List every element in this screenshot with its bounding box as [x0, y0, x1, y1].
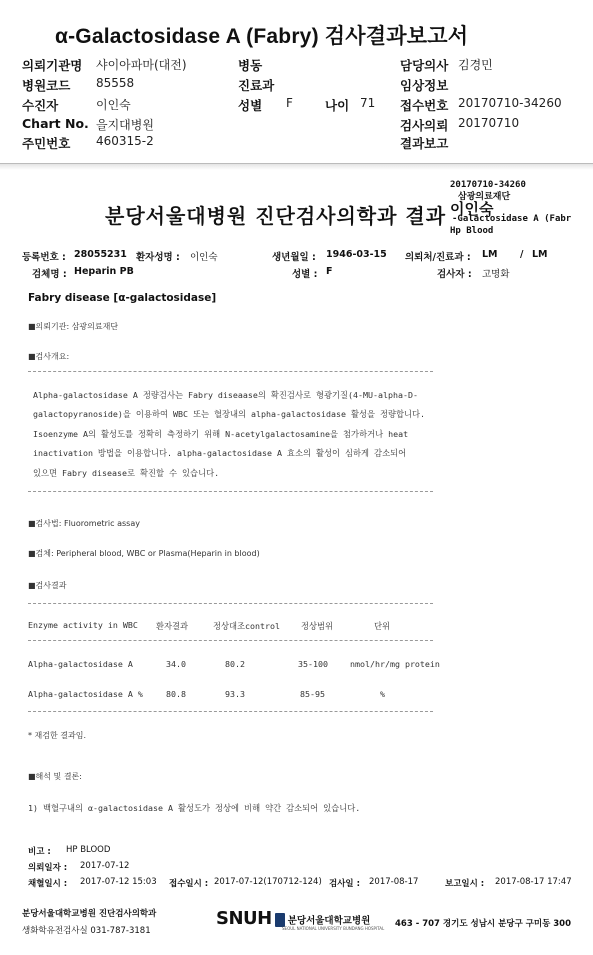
table-header: 환자결과 — [156, 621, 189, 631]
label-sex: 성별 — [238, 98, 263, 113]
label-clinical-info: 임상정보 — [400, 78, 449, 93]
reg-label: 등록번호 : — [22, 252, 66, 263]
table-cell: 34.0 — [166, 659, 186, 669]
ref-separator: / — [520, 249, 524, 260]
request-date-value: 2017-07-12 — [80, 861, 130, 871]
receipt-label: 접수일시 : — [169, 879, 209, 889]
overview-line: Alpha-galactosidase A 정량검사는 Fabry diseaase의 확진검사로 형광기질(4-MU-alpha-D- — [33, 390, 418, 400]
table-cell: Alpha-galactosidase A % — [28, 689, 143, 699]
remark-label: 비고 : — [28, 847, 51, 857]
table-cell: 80.8 — [166, 689, 186, 699]
snuh-logo-kr: 분당서울대학교병원 — [287, 915, 371, 927]
snuh-emblem-icon — [275, 913, 285, 927]
table-header: 정상범위 — [301, 621, 334, 631]
report-title: α-Galactosidase A (Fabry) 검사결과보고서 — [55, 25, 469, 48]
ref-label: 의뢰처/진료과 : — [405, 252, 471, 263]
lab-phone: 생화학유전검사실 031-787-3181 — [22, 926, 151, 936]
patient-name-value: 이인숙 — [190, 252, 218, 263]
tester-label: 검사자 : — [437, 269, 472, 280]
table-cell: 80.2 — [225, 659, 245, 669]
table-header: 정상대조control — [213, 621, 281, 631]
scan-shadow — [0, 164, 593, 170]
recheck-note: * 재검한 결과임. — [28, 731, 86, 740]
stamp-specimen: Hp Blood — [450, 226, 494, 236]
report-date-value: 2017-08-17 17:47 — [495, 877, 572, 887]
specimen-value: Heparin PB — [74, 266, 134, 277]
method-line: ■검사법: Fluorometric assay — [28, 519, 140, 528]
table-header: 단위 — [374, 621, 391, 631]
tester-value: 고명화 — [482, 269, 510, 280]
dept-name: 분당서울대학교병원 진단검사의학과 — [22, 909, 157, 919]
value-physician: 김경민 — [458, 58, 493, 72]
stamp-org: 삼광의료재단 — [458, 192, 511, 202]
birth-value: 1946-03-15 — [326, 249, 387, 260]
overview-line: inactivation 방법을 이용합니다. alpha-galactosidase A 효소의 활성이 심하게 감소되어 — [33, 448, 407, 458]
table-header: Enzyme activity in WBC — [28, 620, 138, 630]
disease-title: Fabry disease [α-galactosidase] — [28, 292, 217, 304]
remark-value: HP BLOOD — [66, 845, 111, 855]
patient-name-label: 환자성명 : — [136, 252, 180, 263]
overview-line: galactopyranoside)을 이용하여 WBC 또는 혈장내의 alpha-galactosidase 활성을 정량합니다. — [33, 409, 426, 419]
value-patient: 이인숙 — [96, 98, 131, 112]
divider — [28, 603, 433, 604]
table-cell: 93.3 — [225, 689, 245, 699]
divider — [28, 711, 433, 712]
sex-label: 성별 : — [292, 269, 318, 280]
label-department: 진료과 — [238, 78, 275, 93]
divider — [28, 371, 433, 372]
reg-value: 28055231 — [74, 249, 127, 260]
value-resident-no: 460315-2 — [96, 134, 154, 148]
collect-label: 채혈일시 : — [28, 879, 68, 889]
label-resident-no: 주민번호 — [22, 136, 71, 151]
overview-line: 있으면 Fabry disease로 확진할 수 있습니다. — [33, 468, 220, 478]
snuh-logo-en: SEOUL NATIONAL UNIVERSITY BUNDANG HOSPITAL — [282, 926, 385, 931]
report-date-label: 보고일시 : — [445, 879, 485, 889]
label-physician: 담당의사 — [400, 58, 449, 73]
table-cell: 85-95 — [300, 689, 325, 699]
interpretation-label: ■해석 및 결론: — [28, 772, 82, 781]
snuh-logo-text: SNUH — [216, 908, 272, 929]
label-ward: 병동 — [238, 58, 263, 73]
table-cell: 35-100 — [298, 659, 328, 669]
divider — [28, 640, 433, 641]
overview-label: ■검사개요: — [28, 352, 70, 361]
label-age: 나이 — [325, 98, 350, 113]
label-patient: 수진자 — [22, 98, 59, 113]
test-date-value: 2017-08-17 — [369, 877, 419, 887]
receipt-value: 2017-07-12(170712-124) — [214, 877, 322, 887]
collect-value: 2017-07-12 15:03 — [80, 877, 157, 887]
table-cell: nmol/hr/mg protein — [350, 659, 440, 669]
label-chart-no: Chart No. — [22, 116, 89, 131]
value-chart-no: 을지대병원 — [96, 118, 154, 132]
stamp-test: -Galactosidase A (Fabr — [452, 214, 572, 224]
value-age: 71 — [360, 96, 376, 110]
label-requesting-institution: 의뢰기관명 — [22, 58, 83, 73]
request-date-label: 의뢰일자 : — [28, 863, 68, 873]
table-cell: Alpha-galactosidase A — [28, 659, 133, 669]
overview-line: Isoenzyme A의 활성도를 정확히 측정하기 위해 N-acetylgalactosamine을 첨가하거나 heat — [33, 429, 409, 439]
specimen-line: ■검체: Peripheral blood, WBC or Plasma(Heparin in blood) — [28, 549, 260, 558]
test-date-label: 검사일 : — [329, 879, 360, 889]
result-label: ■검사결과 — [28, 581, 67, 590]
institution-line: ■의뢰기관: 삼광의료재단 — [28, 322, 119, 331]
ref-value: LM — [482, 249, 498, 260]
interpretation-text: 1) 백혈구내의 α-galactosidase A 활성도가 정상에 비해 약간 감소되어 있습니다. — [28, 803, 361, 813]
value-hospital-code: 85558 — [96, 76, 135, 90]
lab-report-title: 분당서울대병원 진단검사의학과 결과 — [105, 204, 447, 228]
value-test-request: 20170710 — [458, 116, 520, 130]
stamp-number: 20170710-34260 — [450, 180, 526, 190]
divider — [28, 491, 433, 492]
table-cell: % — [380, 689, 385, 699]
value-receipt-no: 20170710-34260 — [458, 96, 562, 110]
sex-value: F — [326, 266, 333, 277]
label-receipt-no: 접수번호 — [400, 98, 449, 113]
ref-value-2: LM — [532, 249, 548, 260]
specimen-label: 검체명 : — [32, 269, 67, 280]
stamp-patient-name: 이인숙 — [450, 200, 494, 218]
value-sex: F — [286, 96, 293, 110]
label-test-request: 검사의뢰 — [400, 118, 449, 133]
value-requesting-institution: 샤이아파마(대전) — [96, 58, 187, 72]
address: 463 - 707 경기도 성남시 분당구 구미동 300 — [395, 919, 572, 929]
label-hospital-code: 병원코드 — [22, 78, 71, 93]
label-result-report: 결과보고 — [400, 136, 449, 151]
birth-label: 생년월일 : — [272, 252, 316, 263]
